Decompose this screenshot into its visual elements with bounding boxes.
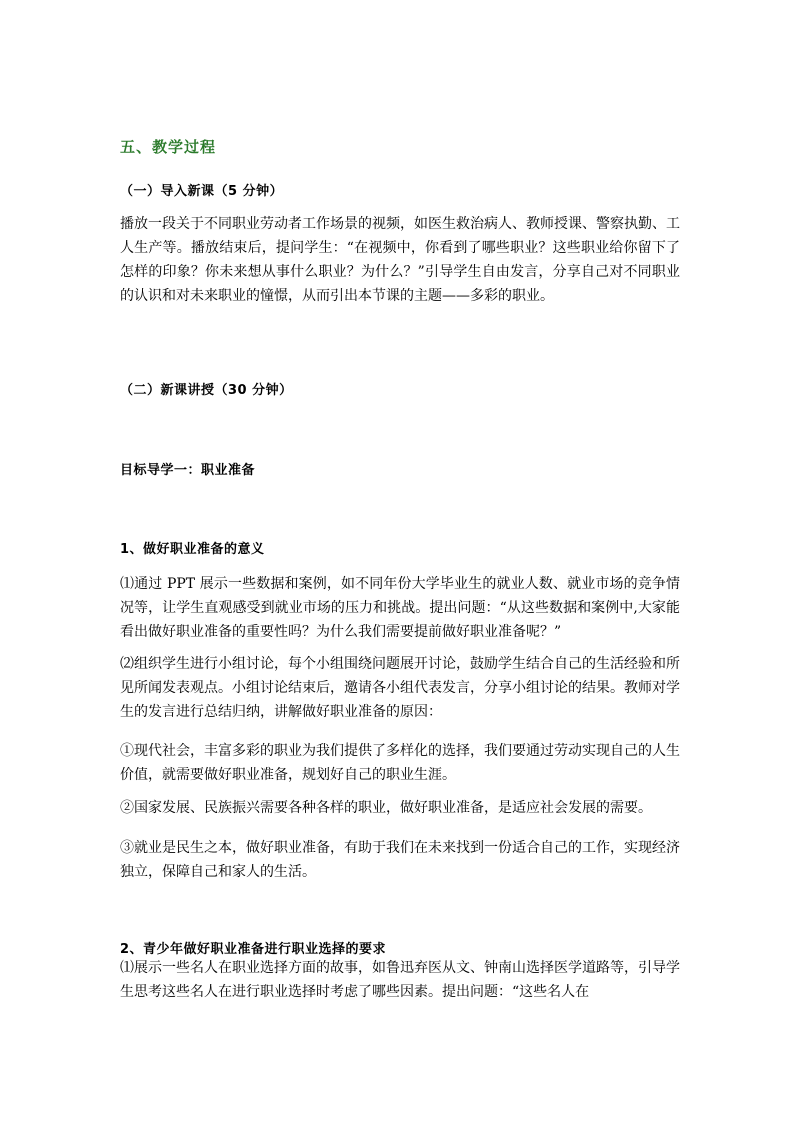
part2-heading: （二）新课讲授（30 分钟） xyxy=(120,383,293,398)
sub1-heading: 1、做好职业准备的意义 xyxy=(120,542,265,557)
reason-1: ①现代社会，丰富多彩的职业为我们提供了多样化的选择，我们要通过劳动实现自己的人生价值，就需要做好职业准备，规划好自己的职业生涯。 xyxy=(120,743,680,783)
sub2-heading: 2、青少年做好职业准备进行职业选择的要求 xyxy=(120,942,387,957)
sub1-paragraph-2: ⑵组织学生进行小组讨论，每个小组围绕问题展开讨论，鼓励学生结合自己的生活经验和所见所闻发表观点。小组讨论结束后，邀请各小组代表发言，分享小组讨论的结果。教师对学生的发言进行总结归纳，讲解做好职业准备的原因： xyxy=(120,656,680,720)
part1-paragraph: 播放一段关于不同职业劳动者工作场景的视频，如医生救治病人、教师授课、警察执勤、工人生产等。播放结束后，提问学生：“在视频中，你看到了哪些职业？这些职业给你留下了怎样的印象？你未来想从事什么职业？为什么？”引导学生自由发言，分享自己对不同职业的认识和对未来职业的憧憬，从而引出本节课的主题——多彩的职业。 xyxy=(120,216,680,304)
goal1-heading: 目标导学一：职业准备 xyxy=(120,463,256,478)
section-title: 五、教学过程 xyxy=(120,138,217,156)
part1-heading: （一）导入新课（5 分钟） xyxy=(120,184,284,199)
reason-3: ③就业是民生之本，做好职业准备，有助于我们在未来找到一份适合自己的工作，实现经济独立，保障自己和家人的生活。 xyxy=(120,840,680,880)
sub2-paragraph-1: ⑴展示一些名人在职业选择方面的故事，如鲁迅弃医从文、钟南山选择医学道路等，引导学生思考这些名人在进行职业选择时考虑了哪些因素。提出问题：“这些名人在 xyxy=(120,960,680,1000)
reason-2: ②国家发展、民族振兴需要各种各样的职业，做好职业准备，是适应社会发展的需要。 xyxy=(120,800,652,816)
sub1-paragraph-1: ⑴通过 PPT 展示一些数据和案例，如不同年份大学毕业生的就业人数、就业市场的竞争情况等，让学生直观感受到就业市场的压力和挑战。提出问题：“从这些数据和案例中,大家能看出做好职业准备的重要性吗？为什么我们需要提前做好职业准备呢？” xyxy=(120,576,680,640)
